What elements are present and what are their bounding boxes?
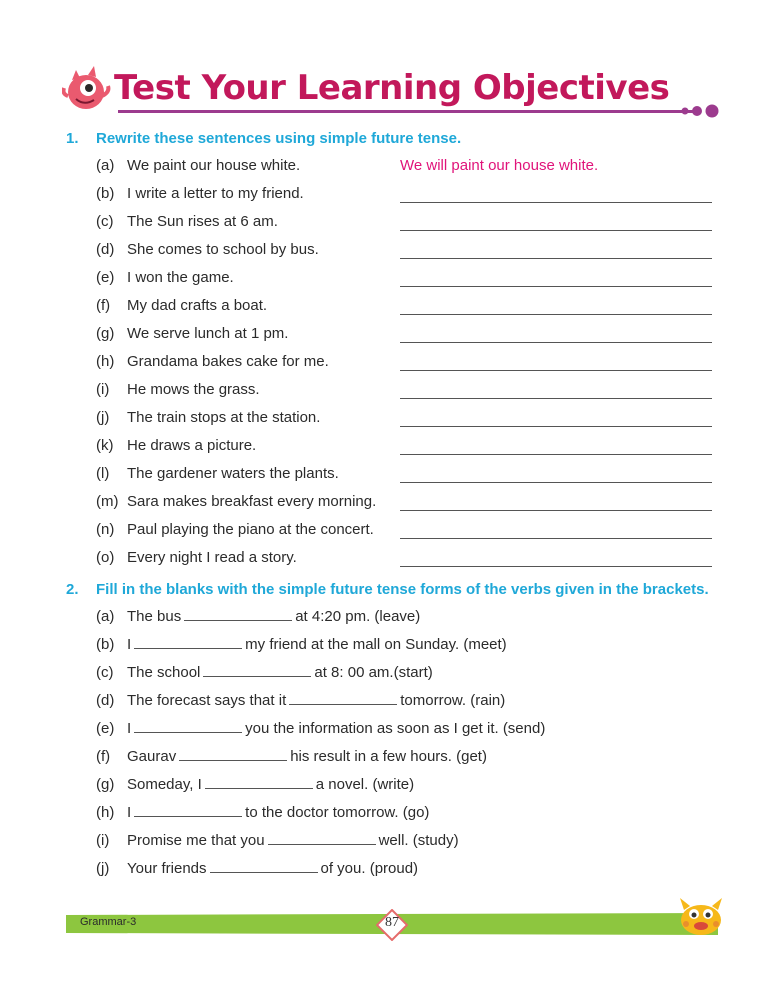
item-label: (n) xyxy=(96,521,115,538)
list-item xyxy=(96,322,288,346)
answer-line[interactable] xyxy=(400,314,712,315)
answer-line[interactable] xyxy=(400,258,712,259)
item-before: I xyxy=(127,804,132,821)
item-text: The train stops at the station. xyxy=(127,409,321,426)
title-underline xyxy=(118,110,700,113)
item-after: tomorrow. (rain) xyxy=(400,692,506,709)
list-item xyxy=(96,745,487,769)
item-text: She comes to school by bus. xyxy=(127,241,319,258)
item-label: (d) xyxy=(96,241,115,258)
list-item xyxy=(96,773,414,797)
item-before: I xyxy=(127,720,132,737)
list-item xyxy=(96,294,267,318)
q2-instruction: Fill in the blanks with the simple future tense forms of the verbs given in the brackets. xyxy=(96,581,709,598)
item-label: (g) xyxy=(96,776,115,793)
item-text: We paint our house white. xyxy=(127,157,301,174)
item-text: He mows the grass. xyxy=(127,381,260,398)
item-label: (j) xyxy=(96,409,110,426)
item-before: The forecast says that it xyxy=(127,692,287,709)
blank-field[interactable] xyxy=(289,690,397,705)
item-label: (a) xyxy=(96,608,115,625)
item-after: at 4:20 pm. (leave) xyxy=(295,608,421,625)
item-after: his result in a few hours. (get) xyxy=(290,748,487,765)
answer-line[interactable] xyxy=(400,370,712,371)
item-text: He draws a picture. xyxy=(127,437,257,454)
item-label: (c) xyxy=(96,213,114,230)
item-label: (e) xyxy=(96,720,115,737)
list-item xyxy=(96,717,545,741)
item-text: We serve lunch at 1 pm. xyxy=(127,325,289,342)
monster-icon xyxy=(676,894,726,938)
answer-line[interactable] xyxy=(400,398,712,399)
list-item xyxy=(96,829,459,853)
item-label: (b) xyxy=(96,636,115,653)
item-before: Promise me that you xyxy=(127,832,265,849)
item-text: I write a letter to my friend. xyxy=(127,185,304,202)
item-label: (j) xyxy=(96,860,110,877)
item-text: Grandama bakes cake for me. xyxy=(127,353,329,370)
list-item xyxy=(96,154,300,178)
list-item xyxy=(96,378,260,402)
item-text: Paul playing the piano at the concert. xyxy=(127,521,374,538)
blank-field[interactable] xyxy=(179,746,287,761)
item-after: to the doctor tomorrow. (go) xyxy=(245,804,430,821)
answer-line[interactable] xyxy=(400,202,712,203)
item-label: (l) xyxy=(96,465,110,482)
item-label: (h) xyxy=(96,353,115,370)
item-label: (f) xyxy=(96,748,111,765)
answer-line[interactable] xyxy=(400,230,712,231)
blank-field[interactable] xyxy=(134,634,242,649)
item-after: at 8: 00 am.(start) xyxy=(314,664,433,681)
blank-field[interactable] xyxy=(134,802,242,817)
q2-number: 2. xyxy=(66,581,79,598)
q1-heading xyxy=(66,130,461,147)
answer-line[interactable] xyxy=(400,566,712,567)
list-item xyxy=(96,546,297,570)
item-before: The school xyxy=(127,664,201,681)
item-text: I won the game. xyxy=(127,269,234,286)
page-title: Test Your Learning Objectives xyxy=(114,68,670,108)
list-item xyxy=(96,210,278,234)
list-item xyxy=(96,689,505,713)
item-text: Every night I read a story. xyxy=(127,549,297,566)
answer-line[interactable] xyxy=(400,510,712,511)
answer-line[interactable] xyxy=(400,482,712,483)
page-number: 87 xyxy=(385,915,399,930)
item-label: (i) xyxy=(96,832,110,849)
list-item xyxy=(96,266,234,290)
item-text: Sara makes breakfast every morning. xyxy=(127,493,377,510)
q1-number: 1. xyxy=(66,130,79,147)
item-before: I xyxy=(127,636,132,653)
list-item xyxy=(96,490,376,514)
item-label: (c) xyxy=(96,664,114,681)
list-item xyxy=(96,434,256,458)
item-label: (b) xyxy=(96,185,115,202)
item-after: my friend at the mall on Sunday. (meet) xyxy=(245,636,507,653)
item-label: (o) xyxy=(96,549,115,566)
blank-field[interactable] xyxy=(268,830,376,845)
list-item xyxy=(96,350,329,374)
list-item xyxy=(96,406,320,430)
example-answer: We will paint our house white. xyxy=(400,157,599,174)
blank-field[interactable] xyxy=(205,774,313,789)
item-after: you the information as soon as I get it. (send) xyxy=(245,720,546,737)
item-label: (d) xyxy=(96,692,115,709)
item-label: (f) xyxy=(96,297,111,314)
item-after: of you. (proud) xyxy=(320,860,419,877)
answer-line[interactable] xyxy=(400,538,712,539)
dots-ornament xyxy=(680,102,724,120)
item-label: (i) xyxy=(96,381,110,398)
list-item xyxy=(96,238,319,262)
item-label: (a) xyxy=(96,157,115,174)
item-after: a novel. (write) xyxy=(315,776,415,793)
item-label: (k) xyxy=(96,437,114,454)
item-label: (h) xyxy=(96,804,115,821)
q2-heading xyxy=(66,581,709,598)
list-item xyxy=(96,605,420,629)
item-before: Someday, I xyxy=(127,776,202,793)
item-after: well. (study) xyxy=(378,832,459,849)
item-before: Gaurav xyxy=(127,748,177,765)
item-label: (g) xyxy=(96,325,115,342)
blank-field[interactable] xyxy=(203,662,311,677)
list-item xyxy=(96,661,433,685)
answer-line[interactable] xyxy=(400,454,712,455)
list-item xyxy=(96,801,429,825)
item-text: The Sun rises at 6 am. xyxy=(127,213,278,230)
list-item xyxy=(96,518,374,542)
page-header xyxy=(62,64,722,120)
answer-line[interactable] xyxy=(400,342,712,343)
list-item xyxy=(96,633,507,657)
item-before: The bus xyxy=(127,608,182,625)
answer-line[interactable] xyxy=(400,426,712,427)
q1-instruction: Rewrite these sentences using simple future tense. xyxy=(96,130,462,147)
mascot-icon xyxy=(62,66,112,116)
item-before: Your friends xyxy=(127,860,207,877)
item-label: (e) xyxy=(96,269,115,286)
item-text: The gardener waters the plants. xyxy=(127,465,339,482)
list-item xyxy=(96,857,418,881)
blank-field[interactable] xyxy=(134,718,242,733)
list-item xyxy=(96,182,304,206)
item-label: (m) xyxy=(96,493,119,510)
item-text: My dad crafts a boat. xyxy=(127,297,268,314)
answer-line[interactable] xyxy=(400,286,712,287)
list-item xyxy=(96,462,339,486)
footer-book-title: Grammar-3 xyxy=(80,916,137,928)
blank-field[interactable] xyxy=(210,858,318,873)
blank-field[interactable] xyxy=(184,606,292,621)
